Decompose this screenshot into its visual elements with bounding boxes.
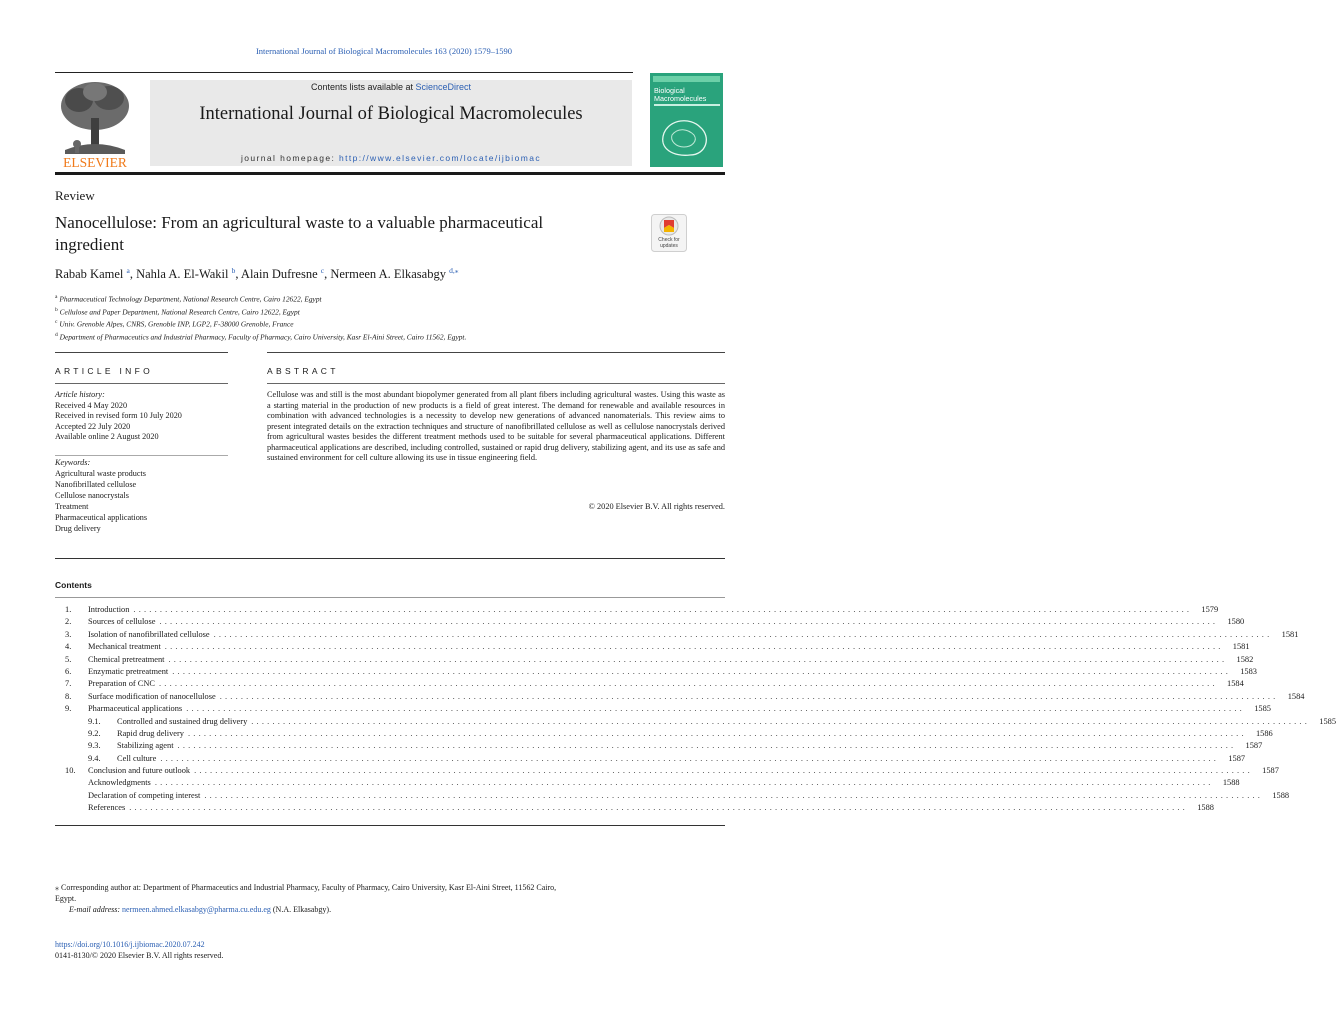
toc-leader-dots: ........................................................................................................................................................................................................ [159, 617, 1219, 627]
toc-title[interactable]: Chemical pretreatment [88, 654, 165, 664]
table-of-contents [65, 604, 1336, 815]
toc-title[interactable]: Conclusion and future outlook [88, 766, 191, 776]
toc-entry[interactable] [65, 765, 1279, 777]
toc-title[interactable]: Isolation of nanofibrillated cellulose [88, 629, 210, 639]
toc-leader-dots: ........................................................................................................................................................................................................ [164, 642, 1224, 652]
toc-entry[interactable] [65, 728, 1273, 740]
toc-entry[interactable] [65, 641, 1250, 653]
email-link[interactable]: nermeen.ahmed.elkasabgy@pharma.cu.edu.eg [122, 905, 271, 914]
contents-available [150, 82, 632, 92]
toc-leader-dots: ........................................................................................................................................................................................................ [213, 629, 1273, 639]
toc-entry[interactable] [65, 654, 1254, 666]
toc-title[interactable]: Introduction [88, 605, 130, 614]
toc-leader-dots: ........................................................................................................................................................................................................ [159, 679, 1218, 689]
affiliation-key: a [55, 294, 58, 300]
toc-number: 9.3. [88, 741, 101, 751]
author-affiliation-sup[interactable]: c [320, 266, 325, 275]
toc-leader-dots: ........................................................................................................................................................................................................ [172, 666, 1231, 676]
toc-number: 8. [65, 691, 72, 701]
footnote-marker: ⁎ [55, 883, 59, 892]
toc-leader-dots: ........................................................................................................................................................................................................ [251, 716, 1311, 726]
affiliation-line [55, 305, 705, 318]
affiliation-line [55, 317, 705, 330]
publisher-wordmark: ELSEVIER [63, 155, 127, 170]
toc-page: 1585 [1254, 704, 1271, 714]
section-rule [55, 352, 228, 353]
toc-title[interactable]: Controlled and sustained drug delivery [117, 716, 248, 726]
corresponding-author-footnote [55, 882, 575, 915]
toc-number: 7. [65, 679, 72, 689]
toc-page: 1585 [1319, 716, 1336, 726]
section-subrule [55, 383, 228, 384]
author-name[interactable]: Alain Dufresne [240, 267, 318, 282]
toc-number: 6. [65, 666, 72, 676]
contents-rule [55, 558, 725, 559]
toc-entry[interactable] [65, 691, 1305, 703]
crossmark-label[interactable]: Check for updates [658, 237, 680, 249]
contents-subrule [55, 597, 725, 598]
cover-illustration [656, 113, 716, 161]
toc-number: 9.1. [88, 716, 101, 726]
article-info-heading: ARTICLE INFO [55, 366, 154, 376]
footnote-corresponding [55, 882, 575, 904]
elsevier-logo [55, 78, 135, 170]
toc-page: 1584 [1287, 691, 1305, 701]
author-affiliation-sup[interactable]: b [231, 266, 236, 275]
contents-rule [55, 825, 725, 826]
toc-entry[interactable] [65, 629, 1299, 641]
toc-page: 1581 [1281, 629, 1299, 639]
toc-entry[interactable] [65, 716, 1336, 728]
abstract-heading: ABSTRACT [267, 366, 339, 376]
journal-cover-image[interactable] [650, 73, 723, 167]
abstract-copyright: © 2020 Elsevier B.V. All rights reserved. [588, 502, 725, 511]
sciencedirect-link[interactable]: ScienceDirect [415, 82, 472, 92]
toc-number: 9.2. [88, 728, 101, 738]
footnote-text: Corresponding author at: Department of Pharmaceutics and Industrial Pharmacy, Faculty of Pharmacy, Cairo University, Kasr El-Aini Street, 11562 Cairo, Egypt. [55, 883, 557, 903]
history-item: Accepted 22 July 2020 [55, 421, 131, 431]
toc-entry[interactable] [65, 666, 1257, 678]
contents-prefix: Contents lists available at [310, 82, 416, 92]
homepage-prefix: journal homepage: [241, 153, 339, 163]
keywords [55, 457, 228, 534]
doi-link[interactable]: https://doi.org/10.1016/j.ijbiomac.2020.07.242 [55, 940, 205, 949]
abstract-text: Cellulose was and still is the most abundant biopolymer generated from all plant fibers including agricultural wastes. Using this waste as a starting material in the production of new products is a field of great interest. The demand for renewable and available resources in combination with advanced technologies is a necessity to develop new generations of advanced nanomaterials. This review aims to present integrated details on the extraction techniques and structure of nanofibrillated cellulose as well as cellulose nanocrystals derived from agricultural wastes besides the different treatment methods used to be suitable for several pharmaceutical applications. Different pharmaceutical applications are described, including controlled, sustained or rapid drug delivery, stabilizing agent, and its use as safe and sustained environment for cell culture allowing its use in tissue engineering field. [267, 390, 725, 462]
toc-page: 1584 [1227, 679, 1244, 689]
header-rule [55, 72, 633, 73]
toc-entry[interactable] [65, 703, 1271, 715]
toc-entry[interactable] [65, 790, 1290, 802]
author-affiliation-sup[interactable]: a [126, 266, 130, 275]
toc-page: 1586 [1255, 728, 1273, 738]
toc-leader-dots: ........................................................................................................................................................................................................ [154, 778, 1214, 788]
toc-leader-dots: ........................................................................................................................................................................................................ [204, 790, 1264, 800]
issn-copyright: 0141-8130/© 2020 Elsevier B.V. All rights reserved. [55, 951, 224, 960]
toc-title[interactable]: Acknowledgments [88, 778, 151, 788]
author-name[interactable]: Nahla A. El-Wakil [136, 267, 229, 282]
affiliations [55, 292, 705, 343]
toc-entry[interactable] [65, 753, 1246, 765]
toc-leader-dots: ........................................................................................................................................................................................................ [177, 741, 1237, 751]
keyword-item: Agricultural waste products [55, 469, 146, 478]
homepage-link[interactable]: http://www.elsevier.com/locate/ijbiomac [338, 153, 541, 163]
affiliation-text: Pharmaceutical Technology Department, National Research Centre, Cairo 12622, Egypt [59, 294, 322, 304]
history-label: Article history: [55, 390, 105, 399]
author-list: Rabab Kamel $^a$, Nahla A. El-Wakil $^b$, Alain Dufresne $^c$, Nermeen A. Elkasabgy $^{d,⁎}$ [55, 266, 459, 282]
toc-leader-dots: ........................................................................................................................................................................................................ [194, 766, 1253, 776]
affiliation-key: d [55, 332, 58, 339]
toc-page: 1583 [1240, 666, 1257, 676]
toc-page: 1580 [1227, 617, 1245, 627]
toc-title[interactable]: Stabilizing agent [117, 741, 174, 751]
toc-page: 1581 [1232, 642, 1250, 652]
toc-page: 1587 [1228, 753, 1246, 763]
history-item: Available online 2 August 2020 [55, 432, 159, 441]
toc-page: 1587 [1262, 766, 1279, 776]
toc-page: 1579 [1201, 605, 1219, 614]
footnote-email-line [55, 904, 575, 915]
toc-title[interactable]: Pharmaceutical applications [88, 704, 183, 714]
toc-entry[interactable] [65, 678, 1244, 690]
toc-page: 1587 [1245, 741, 1263, 751]
toc-number: 5. [65, 654, 72, 664]
toc-title[interactable]: Rapid drug delivery [117, 728, 184, 738]
journal-title: International Journal of Biological Macromolecules [199, 104, 583, 124]
affiliation-line [55, 292, 705, 305]
keyword-item: Cellulose nanocrystals [55, 491, 129, 500]
toc-entry[interactable] [65, 802, 1214, 814]
cover-title: Biological Macromolecules [654, 86, 707, 103]
toc-page: 1588 [1272, 790, 1290, 800]
section-subrule [267, 383, 725, 384]
author-name[interactable]: Rabab Kamel [55, 267, 124, 282]
keywords-rule [55, 455, 228, 456]
toc-number: 10. [65, 766, 76, 776]
toc-number: 4. [65, 642, 72, 652]
article-history [55, 390, 228, 443]
toc-page: 1582 [1236, 654, 1254, 664]
toc-number: 2. [65, 617, 72, 627]
contents-heading: Contents [55, 580, 92, 590]
toc-number: 9. [65, 704, 72, 714]
toc-leader-dots: ........................................................................................................................................................................................................ [168, 654, 1228, 664]
toc-number: 1. [65, 605, 72, 614]
toc-number: 3. [65, 629, 72, 639]
keyword-item: Treatment [55, 502, 89, 511]
author-affiliation-sup[interactable]: d,⁎ [449, 266, 459, 275]
toc-title[interactable]: Enzymatic pretreatment [88, 666, 169, 676]
cover-subtitle-bar [654, 104, 720, 106]
article-title: Nanocellulose: From an agricultural waste to a valuable pharmaceutical ingredient [55, 213, 544, 254]
email-suffix: (N.A. Elkasabgy). [272, 905, 332, 914]
toc-leader-dots: ........................................................................................................................................................................................................ [129, 803, 1188, 813]
email-label: E-mail address: [69, 905, 121, 914]
keyword-item: Pharmaceutical applications [55, 513, 148, 522]
toc-leader-dots: ........................................................................................................................................................................................................ [160, 753, 1220, 763]
affiliation-key: b [55, 306, 58, 313]
toc-leader-dots: ........................................................................................................................................................................................................ [186, 704, 1245, 714]
toc-title[interactable]: Surface modification of nanocellulose [88, 691, 216, 701]
toc-title[interactable]: Preparation of CNC [88, 679, 155, 689]
toc-entry[interactable] [65, 604, 1219, 616]
toc-entry[interactable] [65, 740, 1263, 752]
toc-number: 9.4. [88, 753, 101, 763]
toc-title[interactable]: Cell culture [117, 753, 157, 763]
journal-homepage [150, 153, 632, 163]
keyword-item: Nanofibrillated cellulose [55, 480, 137, 489]
author-name[interactable]: Nermeen A. Elkasabgy [330, 267, 446, 282]
cover-top-band [653, 76, 720, 82]
toc-entry[interactable] [65, 777, 1240, 789]
toc-title[interactable]: References [88, 803, 126, 813]
keywords-label: Keywords: [55, 458, 91, 467]
toc-entry[interactable] [65, 616, 1245, 628]
toc-page: 1588 [1197, 803, 1214, 813]
affiliation-key: c [55, 319, 58, 326]
header-thick-rule [55, 172, 725, 175]
toc-title[interactable]: Sources of cellulose [88, 617, 156, 627]
journal-citation-link[interactable]: International Journal of Biological Macromolecules 163 (2020) 1579–1590 [255, 46, 513, 56]
affiliation-line [55, 330, 705, 343]
affiliation-text: Univ. Grenoble Alpes, CNRS, Grenoble INP, LGP2, F-38000 Grenoble, France [59, 319, 294, 329]
history-item: Received in revised form 10 July 2020 [55, 411, 182, 420]
affiliation-text: Department of Pharmaceutics and Industrial Pharmacy, Faculty of Pharmacy, Cairo University, Kasr El-Aini Street, Cairo 11562, Egypt. [59, 332, 467, 342]
affiliation-text: Cellulose and Paper Department, National Research Centre, Cairo 12622, Egypt [59, 307, 300, 317]
toc-leader-dots: ........................................................................................................................................................................................................ [187, 728, 1247, 738]
toc-title[interactable]: Declaration of competing interest [88, 790, 201, 800]
toc-leader-dots: ........................................................................................................................................................................................................ [133, 605, 1193, 614]
keyword-item: Drug delivery [55, 524, 101, 533]
article-type: Review [55, 188, 95, 203]
history-item: Received 4 May 2020 [55, 400, 128, 410]
section-rule [267, 352, 725, 353]
toc-leader-dots: ........................................................................................................................................................................................................ [219, 691, 1279, 701]
toc-page: 1588 [1222, 778, 1240, 788]
toc-title[interactable]: Mechanical treatment [88, 642, 161, 652]
